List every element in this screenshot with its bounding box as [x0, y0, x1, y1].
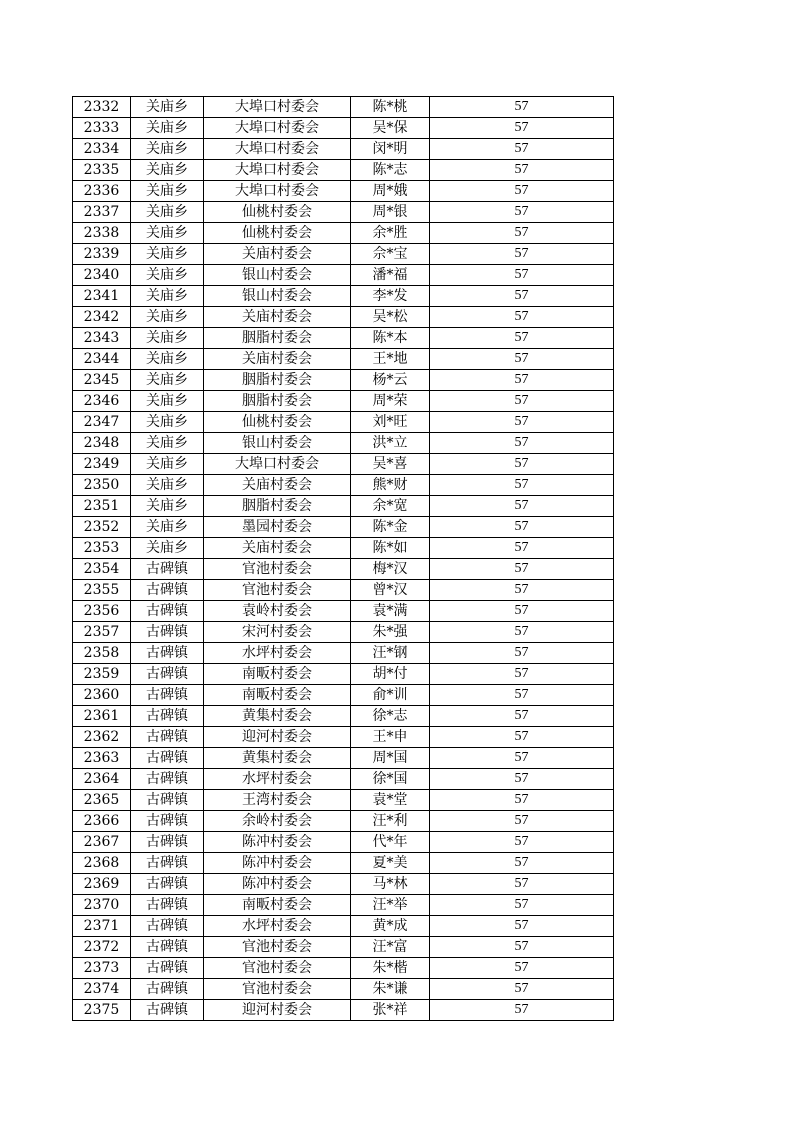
village-committee-cell: 关庙村委会 — [204, 244, 351, 265]
township-cell: 关庙乡 — [131, 139, 204, 160]
township-cell: 关庙乡 — [131, 286, 204, 307]
amount-cell: 57 — [430, 139, 614, 160]
township-cell: 关庙乡 — [131, 475, 204, 496]
amount-cell: 57 — [430, 160, 614, 181]
person-name-cell: 陈*本 — [351, 328, 430, 349]
row-number-cell: 2355 — [73, 580, 131, 601]
person-name-cell: 余*胜 — [351, 223, 430, 244]
table-row — [73, 496, 614, 517]
amount-cell: 57 — [430, 748, 614, 769]
person-name-cell: 黄*成 — [351, 916, 430, 937]
amount-cell: 57 — [430, 937, 614, 958]
row-number-cell: 2352 — [73, 517, 131, 538]
amount-cell: 57 — [430, 916, 614, 937]
table-row — [73, 160, 614, 181]
township-cell: 关庙乡 — [131, 265, 204, 286]
village-committee-cell: 胭脂村委会 — [204, 496, 351, 517]
village-committee-cell: 胭脂村委会 — [204, 370, 351, 391]
village-committee-cell: 南畈村委会 — [204, 685, 351, 706]
row-number-cell: 2347 — [73, 412, 131, 433]
village-committee-cell: 南畈村委会 — [204, 664, 351, 685]
amount-cell: 57 — [430, 853, 614, 874]
village-committee-cell: 水坪村委会 — [204, 916, 351, 937]
township-cell: 古碑镇 — [131, 937, 204, 958]
amount-cell: 57 — [430, 370, 614, 391]
amount-cell: 57 — [430, 895, 614, 916]
person-name-cell: 杨*云 — [351, 370, 430, 391]
table-row — [73, 895, 614, 916]
row-number-cell: 2368 — [73, 853, 131, 874]
row-number-cell: 2369 — [73, 874, 131, 895]
amount-cell: 57 — [430, 118, 614, 139]
township-cell: 古碑镇 — [131, 727, 204, 748]
row-number-cell: 2342 — [73, 307, 131, 328]
person-name-cell: 徐*志 — [351, 706, 430, 727]
village-committee-cell: 关庙村委会 — [204, 307, 351, 328]
amount-cell: 57 — [430, 874, 614, 895]
person-name-cell: 周*银 — [351, 202, 430, 223]
table-row — [73, 832, 614, 853]
village-committee-cell: 银山村委会 — [204, 286, 351, 307]
row-number-cell: 2339 — [73, 244, 131, 265]
row-number-cell: 2350 — [73, 475, 131, 496]
village-committee-cell: 黄集村委会 — [204, 706, 351, 727]
row-number-cell: 2361 — [73, 706, 131, 727]
amount-cell: 57 — [430, 580, 614, 601]
person-name-cell: 周*荣 — [351, 391, 430, 412]
township-cell: 关庙乡 — [131, 307, 204, 328]
village-committee-cell: 陈冲村委会 — [204, 832, 351, 853]
township-cell: 关庙乡 — [131, 412, 204, 433]
village-committee-cell: 银山村委会 — [204, 265, 351, 286]
amount-cell: 57 — [430, 832, 614, 853]
village-committee-cell: 水坪村委会 — [204, 769, 351, 790]
township-cell: 古碑镇 — [131, 832, 204, 853]
amount-cell: 57 — [430, 958, 614, 979]
township-cell: 关庙乡 — [131, 244, 204, 265]
table-row — [73, 664, 614, 685]
amount-cell: 57 — [430, 454, 614, 475]
row-number-cell: 2335 — [73, 160, 131, 181]
village-committee-cell: 关庙村委会 — [204, 538, 351, 559]
table-row — [73, 874, 614, 895]
table-row — [73, 1000, 614, 1021]
person-name-cell: 曾*汉 — [351, 580, 430, 601]
person-name-cell: 徐*国 — [351, 769, 430, 790]
amount-cell: 57 — [430, 685, 614, 706]
township-cell: 古碑镇 — [131, 874, 204, 895]
township-cell: 古碑镇 — [131, 811, 204, 832]
amount-cell: 57 — [430, 433, 614, 454]
amount-cell: 57 — [430, 727, 614, 748]
table-row — [73, 433, 614, 454]
township-cell: 古碑镇 — [131, 769, 204, 790]
person-name-cell: 汪*举 — [351, 895, 430, 916]
amount-cell: 57 — [430, 307, 614, 328]
table-row — [73, 937, 614, 958]
amount-cell: 57 — [430, 601, 614, 622]
person-name-cell: 吴*保 — [351, 118, 430, 139]
village-committee-cell: 仙桃村委会 — [204, 223, 351, 244]
table-row — [73, 748, 614, 769]
amount-cell: 57 — [430, 706, 614, 727]
township-cell: 关庙乡 — [131, 517, 204, 538]
village-committee-cell: 袁岭村委会 — [204, 601, 351, 622]
person-name-cell: 胡*付 — [351, 664, 430, 685]
person-name-cell: 周*国 — [351, 748, 430, 769]
village-committee-cell: 大埠口村委会 — [204, 160, 351, 181]
person-name-cell: 熊*财 — [351, 475, 430, 496]
row-number-cell: 2359 — [73, 664, 131, 685]
village-committee-cell: 胭脂村委会 — [204, 391, 351, 412]
village-committee-cell: 大埠口村委会 — [204, 454, 351, 475]
township-cell: 古碑镇 — [131, 979, 204, 1000]
amount-cell: 57 — [430, 181, 614, 202]
person-name-cell: 汪*利 — [351, 811, 430, 832]
row-number-cell: 2333 — [73, 118, 131, 139]
person-name-cell: 陈*志 — [351, 160, 430, 181]
township-cell: 关庙乡 — [131, 181, 204, 202]
township-cell: 关庙乡 — [131, 118, 204, 139]
roster-sheet — [72, 96, 608, 1021]
person-name-cell: 余*宽 — [351, 496, 430, 517]
table-row — [73, 139, 614, 160]
village-committee-cell: 黄集村委会 — [204, 748, 351, 769]
table-row — [73, 97, 614, 118]
amount-cell: 57 — [430, 265, 614, 286]
village-committee-cell: 墨园村委会 — [204, 517, 351, 538]
village-committee-cell: 大埠口村委会 — [204, 118, 351, 139]
table-row — [73, 286, 614, 307]
table-row — [73, 223, 614, 244]
village-committee-cell: 关庙村委会 — [204, 349, 351, 370]
village-committee-cell: 陈冲村委会 — [204, 874, 351, 895]
row-number-cell: 2375 — [73, 1000, 131, 1021]
village-committee-cell: 官池村委会 — [204, 580, 351, 601]
table-row — [73, 559, 614, 580]
village-committee-cell: 大埠口村委会 — [204, 139, 351, 160]
row-number-cell: 2332 — [73, 97, 131, 118]
table-row — [73, 769, 614, 790]
person-name-cell: 陈*如 — [351, 538, 430, 559]
person-name-cell: 闵*明 — [351, 139, 430, 160]
village-committee-cell: 官池村委会 — [204, 958, 351, 979]
row-number-cell: 2357 — [73, 622, 131, 643]
row-number-cell: 2338 — [73, 223, 131, 244]
table-row — [73, 580, 614, 601]
village-committee-cell: 关庙村委会 — [204, 475, 351, 496]
person-name-cell: 吴*喜 — [351, 454, 430, 475]
amount-cell: 57 — [430, 391, 614, 412]
person-name-cell: 王*申 — [351, 727, 430, 748]
township-cell: 关庙乡 — [131, 223, 204, 244]
person-name-cell: 洪*立 — [351, 433, 430, 454]
table-row — [73, 412, 614, 433]
table-row — [73, 727, 614, 748]
table-row — [73, 538, 614, 559]
township-cell: 关庙乡 — [131, 328, 204, 349]
amount-cell: 57 — [430, 664, 614, 685]
township-cell: 古碑镇 — [131, 958, 204, 979]
table-row — [73, 349, 614, 370]
person-name-cell: 代*年 — [351, 832, 430, 853]
person-name-cell: 汪*富 — [351, 937, 430, 958]
township-cell: 关庙乡 — [131, 202, 204, 223]
township-cell: 关庙乡 — [131, 349, 204, 370]
person-name-cell: 佘*宝 — [351, 244, 430, 265]
township-cell: 关庙乡 — [131, 97, 204, 118]
amount-cell: 57 — [430, 475, 614, 496]
person-name-cell: 朱*楷 — [351, 958, 430, 979]
amount-cell: 57 — [430, 328, 614, 349]
row-number-cell: 2364 — [73, 769, 131, 790]
person-name-cell: 汪*钢 — [351, 643, 430, 664]
roster-table — [72, 96, 614, 1021]
township-cell: 古碑镇 — [131, 643, 204, 664]
township-cell: 关庙乡 — [131, 454, 204, 475]
township-cell: 古碑镇 — [131, 1000, 204, 1021]
row-number-cell: 2341 — [73, 286, 131, 307]
township-cell: 关庙乡 — [131, 538, 204, 559]
row-number-cell: 2372 — [73, 937, 131, 958]
village-committee-cell: 南畈村委会 — [204, 895, 351, 916]
amount-cell: 57 — [430, 622, 614, 643]
township-cell: 古碑镇 — [131, 559, 204, 580]
row-number-cell: 2337 — [73, 202, 131, 223]
village-committee-cell: 大埠口村委会 — [204, 181, 351, 202]
table-row — [73, 853, 614, 874]
person-name-cell: 俞*训 — [351, 685, 430, 706]
village-committee-cell: 仙桃村委会 — [204, 412, 351, 433]
village-committee-cell: 大埠口村委会 — [204, 97, 351, 118]
row-number-cell: 2351 — [73, 496, 131, 517]
township-cell: 关庙乡 — [131, 433, 204, 454]
amount-cell: 57 — [430, 790, 614, 811]
person-name-cell: 陈*桃 — [351, 97, 430, 118]
table-row — [73, 958, 614, 979]
village-committee-cell: 胭脂村委会 — [204, 328, 351, 349]
person-name-cell: 陈*金 — [351, 517, 430, 538]
person-name-cell: 王*地 — [351, 349, 430, 370]
table-row — [73, 181, 614, 202]
amount-cell: 57 — [430, 496, 614, 517]
person-name-cell: 朱*强 — [351, 622, 430, 643]
row-number-cell: 2373 — [73, 958, 131, 979]
amount-cell: 57 — [430, 202, 614, 223]
row-number-cell: 2353 — [73, 538, 131, 559]
person-name-cell: 袁*满 — [351, 601, 430, 622]
person-name-cell: 吴*松 — [351, 307, 430, 328]
row-number-cell: 2348 — [73, 433, 131, 454]
village-committee-cell: 余岭村委会 — [204, 811, 351, 832]
row-number-cell: 2371 — [73, 916, 131, 937]
amount-cell: 57 — [430, 517, 614, 538]
table-row — [73, 916, 614, 937]
township-cell: 关庙乡 — [131, 496, 204, 517]
village-committee-cell: 迎河村委会 — [204, 1000, 351, 1021]
person-name-cell: 潘*福 — [351, 265, 430, 286]
amount-cell: 57 — [430, 412, 614, 433]
township-cell: 古碑镇 — [131, 706, 204, 727]
table-row — [73, 454, 614, 475]
person-name-cell: 周*娥 — [351, 181, 430, 202]
row-number-cell: 2349 — [73, 454, 131, 475]
township-cell: 关庙乡 — [131, 391, 204, 412]
township-cell: 关庙乡 — [131, 370, 204, 391]
person-name-cell: 李*发 — [351, 286, 430, 307]
person-name-cell: 张*祥 — [351, 1000, 430, 1021]
amount-cell: 57 — [430, 349, 614, 370]
table-row — [73, 517, 614, 538]
village-committee-cell: 水坪村委会 — [204, 643, 351, 664]
amount-cell: 57 — [430, 811, 614, 832]
table-row — [73, 118, 614, 139]
amount-cell: 57 — [430, 538, 614, 559]
roster-table-body — [73, 97, 614, 1021]
table-row — [73, 265, 614, 286]
row-number-cell: 2344 — [73, 349, 131, 370]
table-row — [73, 643, 614, 664]
row-number-cell: 2366 — [73, 811, 131, 832]
table-row — [73, 370, 614, 391]
row-number-cell: 2362 — [73, 727, 131, 748]
row-number-cell: 2374 — [73, 979, 131, 1000]
person-name-cell: 梅*汉 — [351, 559, 430, 580]
village-committee-cell: 宋河村委会 — [204, 622, 351, 643]
table-row — [73, 202, 614, 223]
person-name-cell: 袁*堂 — [351, 790, 430, 811]
table-row — [73, 601, 614, 622]
row-number-cell: 2343 — [73, 328, 131, 349]
village-committee-cell: 仙桃村委会 — [204, 202, 351, 223]
person-name-cell: 夏*美 — [351, 853, 430, 874]
amount-cell: 57 — [430, 559, 614, 580]
table-row — [73, 811, 614, 832]
table-row — [73, 307, 614, 328]
row-number-cell: 2367 — [73, 832, 131, 853]
township-cell: 古碑镇 — [131, 790, 204, 811]
table-row — [73, 790, 614, 811]
village-committee-cell: 官池村委会 — [204, 937, 351, 958]
township-cell: 古碑镇 — [131, 895, 204, 916]
table-row — [73, 244, 614, 265]
row-number-cell: 2340 — [73, 265, 131, 286]
row-number-cell: 2334 — [73, 139, 131, 160]
row-number-cell: 2354 — [73, 559, 131, 580]
row-number-cell: 2356 — [73, 601, 131, 622]
person-name-cell: 朱*谦 — [351, 979, 430, 1000]
row-number-cell: 2363 — [73, 748, 131, 769]
village-committee-cell: 官池村委会 — [204, 979, 351, 1000]
village-committee-cell: 陈冲村委会 — [204, 853, 351, 874]
row-number-cell: 2345 — [73, 370, 131, 391]
amount-cell: 57 — [430, 97, 614, 118]
row-number-cell: 2360 — [73, 685, 131, 706]
amount-cell: 57 — [430, 223, 614, 244]
amount-cell: 57 — [430, 286, 614, 307]
amount-cell: 57 — [430, 643, 614, 664]
amount-cell: 57 — [430, 1000, 614, 1021]
township-cell: 古碑镇 — [131, 916, 204, 937]
amount-cell: 57 — [430, 769, 614, 790]
person-name-cell: 马*林 — [351, 874, 430, 895]
table-row — [73, 685, 614, 706]
township-cell: 关庙乡 — [131, 160, 204, 181]
row-number-cell: 2336 — [73, 181, 131, 202]
table-row — [73, 706, 614, 727]
row-number-cell: 2370 — [73, 895, 131, 916]
village-committee-cell: 王湾村委会 — [204, 790, 351, 811]
township-cell: 古碑镇 — [131, 601, 204, 622]
row-number-cell: 2358 — [73, 643, 131, 664]
row-number-cell: 2365 — [73, 790, 131, 811]
township-cell: 古碑镇 — [131, 685, 204, 706]
row-number-cell: 2346 — [73, 391, 131, 412]
township-cell: 古碑镇 — [131, 748, 204, 769]
township-cell: 古碑镇 — [131, 853, 204, 874]
person-name-cell: 刘*旺 — [351, 412, 430, 433]
township-cell: 古碑镇 — [131, 664, 204, 685]
amount-cell: 57 — [430, 979, 614, 1000]
village-committee-cell: 迎河村委会 — [204, 727, 351, 748]
table-row — [73, 622, 614, 643]
table-row — [73, 328, 614, 349]
township-cell: 古碑镇 — [131, 580, 204, 601]
table-row — [73, 391, 614, 412]
table-row — [73, 475, 614, 496]
village-committee-cell: 银山村委会 — [204, 433, 351, 454]
township-cell: 古碑镇 — [131, 622, 204, 643]
table-row — [73, 979, 614, 1000]
village-committee-cell: 官池村委会 — [204, 559, 351, 580]
amount-cell: 57 — [430, 244, 614, 265]
